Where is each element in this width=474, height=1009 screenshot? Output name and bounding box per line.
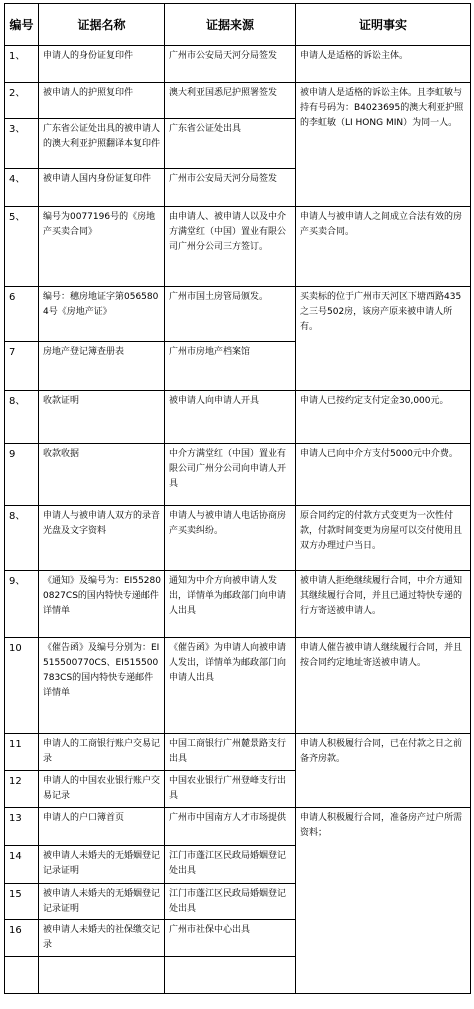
row-proof: 申请人积极履行合同，准备房产过户所需资料；: [296, 808, 471, 994]
row-num: 15: [5, 884, 39, 920]
row-source: 广州市公安局天河分局签发: [165, 169, 296, 207]
row-num: 7: [5, 342, 39, 391]
table-row: [5, 444, 471, 506]
table-row: [5, 46, 471, 83]
row-name: 编号为0077196号的《房地产买卖合同》: [39, 207, 165, 287]
row-source: 中国农业银行广州登峰支行出具: [165, 771, 296, 808]
row-name: 《通知》及编号为：EI552800827CS的国内特快专递邮件详情单: [39, 571, 165, 638]
row-proof: 申请人催告被申请人继续履行合同，并且按合同约定地址寄送被申请人。: [296, 638, 471, 734]
row-name: 编号：穗房地证字第0565804号《房地产证》: [39, 287, 165, 342]
row-num: 2、: [5, 83, 39, 119]
row-source: 中国工商银行广州麓景路支行出具: [165, 734, 296, 771]
row-num: 12: [5, 771, 39, 808]
row-name: 申请人的户口簿首页: [39, 808, 165, 846]
row-source: 《催告函》为申请人向被申请人发出，详情单为邮政部门向申请人出具: [165, 638, 296, 734]
empty-cell: [5, 957, 39, 994]
empty-cell: [165, 957, 296, 994]
row-proof: 申请人已向中介方支付5000元中介费。: [296, 444, 471, 506]
table-row: [5, 391, 471, 444]
row-source: 由申请人、被申请人以及中介方满堂红（中国）置业有限公司广州分公司三方签订。: [165, 207, 296, 287]
row-source: 被申请人向申请人开具: [165, 391, 296, 444]
header-name: 证据名称: [39, 4, 165, 46]
row-source: 申请人与被申请人电话协商房产买卖纠纷。: [165, 506, 296, 571]
row-proof: 被申请人是适格的诉讼主体。且李虹敏与持有号码为：B4023695的澳大利亚护照的李虹敏（LI HONG MIN）为同一人。: [296, 83, 471, 207]
row-name: 申请人与被申请人双方的录音光盘及文字资料: [39, 506, 165, 571]
row-num: 5、: [5, 207, 39, 287]
row-proof: 申请人与被申请人之间成立合法有效的房产买卖合同。: [296, 207, 471, 287]
row-name: 收款收据: [39, 444, 165, 506]
row-name: 被申请人未婚夫的无婚姻登记记录证明: [39, 846, 165, 884]
row-name: 被申请人未婚夫的无婚姻登记记录证明: [39, 884, 165, 920]
row-name: 申请人的中国农业银行账户交易记录: [39, 771, 165, 808]
header-proof: 证明事实: [296, 4, 471, 46]
row-source: 中介方满堂红（中国）置业有限公司广州分公司向申请人开具: [165, 444, 296, 506]
row-name: 广东省公证处出具的被申请人的澳大利亚护照翻译本复印件: [39, 119, 165, 169]
row-name: 申请人的工商银行账户交易记录: [39, 734, 165, 771]
row-source: 广州市中国南方人才市场提供: [165, 808, 296, 846]
row-num: 9: [5, 444, 39, 506]
table-row: [5, 808, 471, 846]
row-name: 房地产登记簿查册表: [39, 342, 165, 391]
row-name: 被申请人的护照复印件: [39, 83, 165, 119]
row-proof: 申请人是适格的诉讼主体。: [296, 46, 471, 83]
row-source: 广州市国土房管局颁发。: [165, 287, 296, 342]
row-source: 广东省公证处出具: [165, 119, 296, 169]
row-num: 6: [5, 287, 39, 342]
empty-cell: [39, 957, 165, 994]
table-row: [5, 734, 471, 771]
row-name: 被申请人未婚夫的社保缴交记录: [39, 920, 165, 957]
row-source: 澳大利亚国悉尼护照署签发: [165, 83, 296, 119]
row-num: 8、: [5, 391, 39, 444]
row-proof: 买卖标的位于广州市天河区下塘西路435之三号502房，该房产原来被申请人所有。: [296, 287, 471, 391]
row-num: 3、: [5, 119, 39, 169]
table-row: [5, 207, 471, 287]
row-num: 16: [5, 920, 39, 957]
row-num: 13: [5, 808, 39, 846]
row-source: 广州市房地产档案馆: [165, 342, 296, 391]
row-proof: 申请人积极履行合同，已在付款之日之前备齐房款。: [296, 734, 471, 808]
row-num: 14: [5, 846, 39, 884]
table-row: [5, 571, 471, 638]
header-row: [5, 4, 471, 46]
row-num: 10: [5, 638, 39, 734]
row-num: 4、: [5, 169, 39, 207]
row-source: 广州市社保中心出具: [165, 920, 296, 957]
row-source: 通知为中介方向被申请人发出，详情单为邮政部门向申请人出具: [165, 571, 296, 638]
row-proof: 被申请人拒绝继续履行合同，中介方通知其继续履行合同，并且已通过特快专递的行方寄送被申请人。: [296, 571, 471, 638]
row-proof: 申请人已按约定支付定金30,000元。: [296, 391, 471, 444]
row-source: 江门市蓬江区民政局婚姻登记处出具: [165, 846, 296, 884]
row-num: 11: [5, 734, 39, 771]
row-name: 《催告函》及编号分别为：EI515500770CS、EI515500783CS的国内特快专递邮件详情单: [39, 638, 165, 734]
row-source: 江门市蓬江区民政局婚姻登记处出具: [165, 884, 296, 920]
table-row: [5, 83, 471, 119]
table-row: [5, 506, 471, 571]
header-num: 编号: [5, 4, 39, 46]
row-name: 收款证明: [39, 391, 165, 444]
table-row: [5, 287, 471, 342]
row-name: 被申请人国内身份证复印件: [39, 169, 165, 207]
table-row: [5, 638, 471, 734]
header-source: 证据来源: [165, 4, 296, 46]
evidence-table: [4, 3, 471, 994]
row-proof: 原合同约定的付款方式变更为一次性付款，付款时间变更为房屋可以交付使用且双方办理过户当日。: [296, 506, 471, 571]
row-name: 申请人的身份证复印件: [39, 46, 165, 83]
row-num: 8、: [5, 506, 39, 571]
row-num: 9、: [5, 571, 39, 638]
row-source: 广州市公安局天河分局签发: [165, 46, 296, 83]
row-num: 1、: [5, 46, 39, 83]
